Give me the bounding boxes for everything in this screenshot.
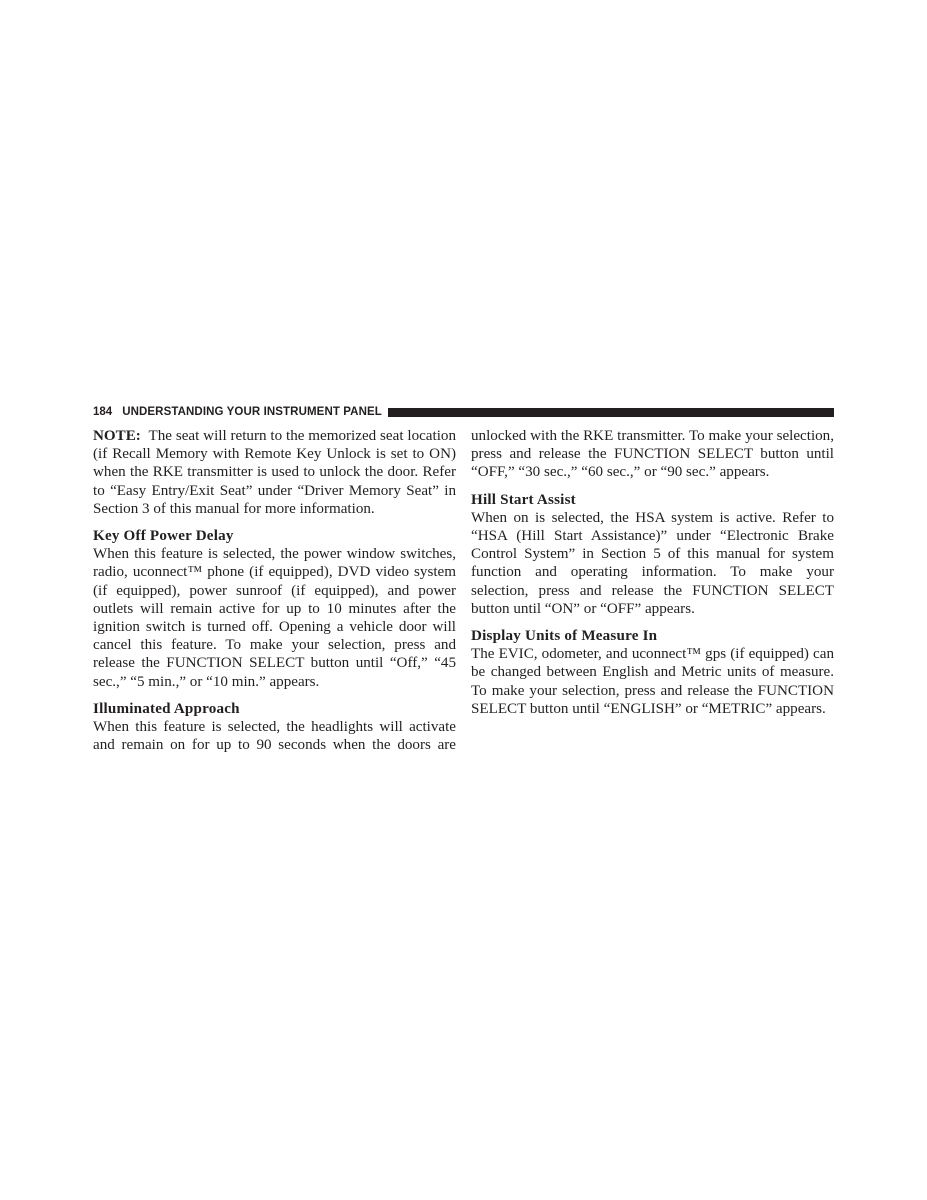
paragraph-hill-start-assist: When on is selected, the HSA system is active. Refer to “HSA (Hill Start Assistance)” under “Electronic Brake Control System” in Section 5 of this manual for system function and operating information. To make your selection, press and release the FUNCTION SELECT button until “ON” or “OFF” appears.	[471, 509, 834, 617]
heading-hill-start-assist: Hill Start Assist	[471, 491, 576, 508]
note-paragraph	[93, 427, 456, 518]
paragraph-display-units: The EVIC, odometer, and uconnect™ gps (if equipped) can be changed between English and Metric units of measure. To make your selection, press and release the FUNCTION SELECT button until “ENGLISH” or “METRIC” appears.	[471, 646, 834, 717]
heading-key-off-power-delay: Key Off Power Delay	[93, 528, 234, 545]
paragraph-key-off-power-delay: When this feature is selected, the power window switches, radio, uconnect™ phone (if equipped), DVD video system (if equipped), power sunroof (if equipped), and power outlets will remain active for up to 10 minutes after the ignition switch is turned off. Opening a vehicle door will cancel this feature. To make your selection, press and release the FUNCTION SELECT button until “Off,” “45 sec.,” “5 min.,” or “10 min.” appears.	[93, 546, 456, 690]
left-column	[93, 427, 456, 754]
section-title: UNDERSTANDING YOUR INSTRUMENT PANEL	[122, 406, 382, 418]
header-rule	[388, 408, 834, 417]
paragraph-illuminated-approach: When this feature is selected, the headlights will activate and remain on for up to 90 seconds when the doors are	[93, 719, 456, 754]
paragraph-continuation: unlocked with the RKE transmitter. To make your selection, press and release the FUNCTION SELECT button until “OFF,” “30 sec.,” “60 sec.,” or “90 sec.” appears.	[471, 428, 834, 481]
note-label: NOTE:	[93, 428, 141, 444]
note-text: The seat will return to the memorized seat location (if Recall Memory with Remote Key Unlock is set to ON) when the RKE transmitter is used to unlock the door. Refer to “Easy Entry/Exit Seat” under “Driver Memory Seat” in Section 3 of this manual for more information.	[93, 428, 456, 517]
heading-display-units: Display Units of Measure In	[471, 628, 658, 645]
page-header	[93, 405, 834, 419]
page-number: 184	[93, 406, 113, 418]
right-column	[471, 427, 834, 718]
heading-illuminated-approach: Illuminated Approach	[93, 700, 240, 717]
